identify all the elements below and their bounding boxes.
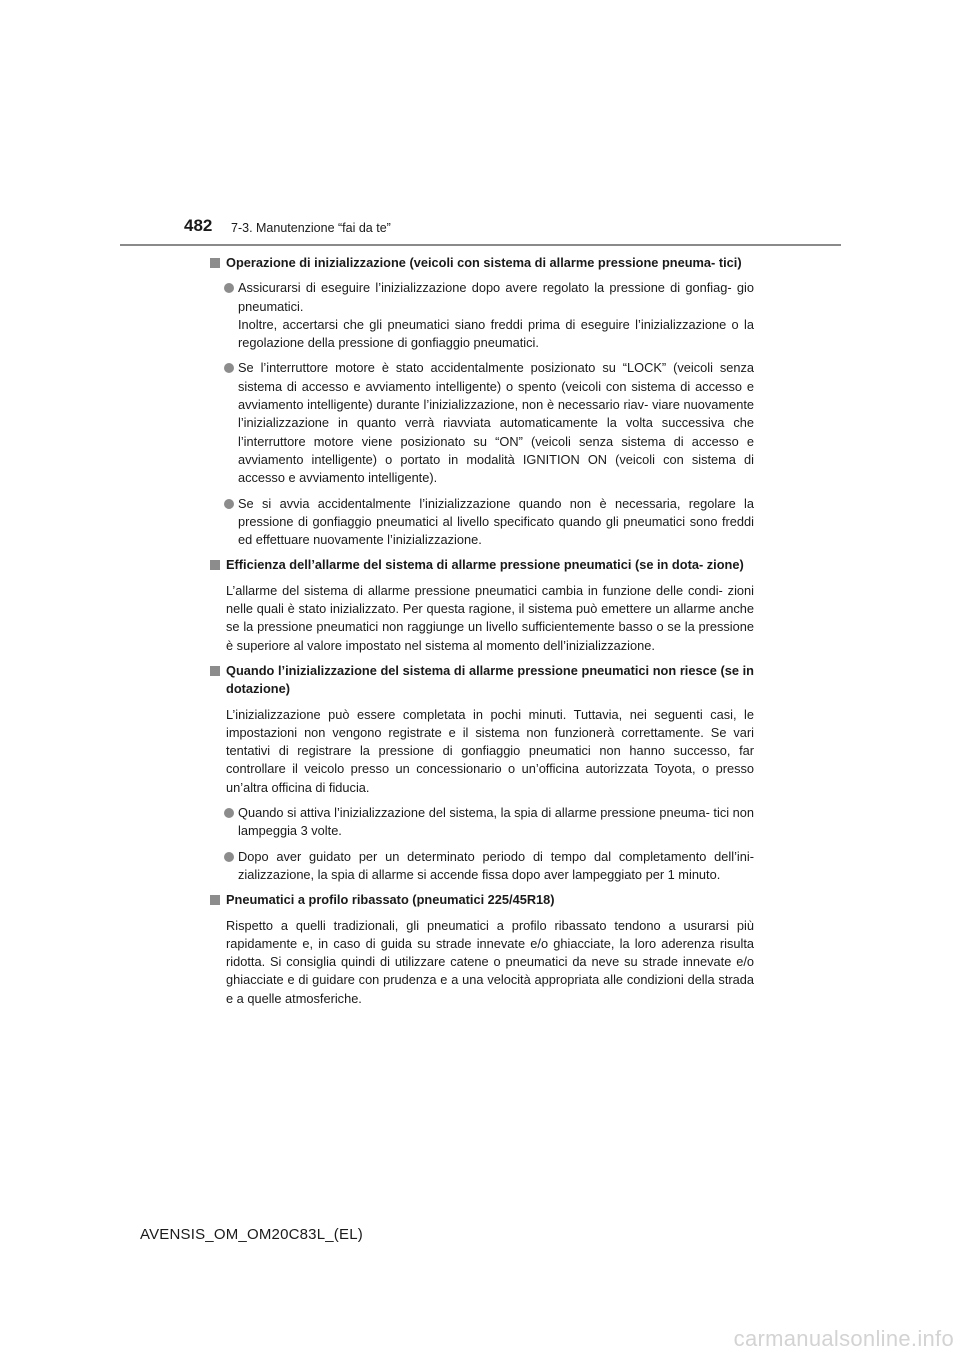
- page-number: 482: [184, 216, 213, 235]
- square-bullet-icon: [210, 895, 220, 905]
- bullet-item: Quando si attiva l’inizializzazione del sistema, la spia di allarme pressione pneuma- tici non lampeggia 3 volte.: [209, 804, 754, 841]
- section-heading: Quando l’inizializzazione del sistema di allarme pressione pneumatici non riesce (se in dotazione): [209, 662, 754, 699]
- section-paragraph: L’inizializzazione può essere completata in pochi minuti. Tuttavia, nei seguenti casi, le impostazioni non vengono registrate e il sistema non funzionerà correttamente. Se vari tentativi di registrare la pressione di gonfiaggio pneumatici non hanno successo, far controllare il veicolo presso un concessionario o un’officina autorizzata Toyota, o presso un’altra officina di fiducia.: [226, 706, 754, 795]
- circle-bullet-icon: [224, 852, 234, 862]
- square-bullet-icon: [210, 666, 220, 676]
- circle-bullet-icon: [224, 283, 234, 293]
- section-paragraph: L’allarme del sistema di allarme pressione pneumatici cambia in funzione delle condi- zioni nelle quali è stato inizializzato. Per questa ragione, il sistema può emettere un allarme anche se la pressione pneumatici non raggiunge un livello sufficientemente basso o se la pressione è superiore al valore impostato nel sistema al momento dell’inizializzazione.: [226, 582, 754, 653]
- document-code: AVENSIS_OM_OM20C83L_(EL): [140, 1226, 363, 1243]
- header-divider: [120, 244, 841, 246]
- section-heading: Efficienza dell’allarme del sistema di allarme pressione pneumatici (se in dota- zione): [209, 556, 754, 574]
- circle-bullet-icon: [224, 808, 234, 818]
- bullet-item: Se si avvia accidentalmente l’inizializzazione quando non è necessaria, regolare la pressione di gonfiaggio pneumatici al livello specificato quando gli pneumatici sono freddi ed effettuare nuovamente l’inizializzazione.: [209, 495, 754, 550]
- section-title: 7-3. Manutenzione “fai da te”: [231, 221, 391, 235]
- bullet-item: Dopo aver guidato per un determinato periodo di tempo dal completamento dell’ini- zializzazione, la spia di allarme si accende fissa dopo aver lampeggiato per 1 minuto.: [209, 848, 754, 885]
- section-heading: Pneumatici a profilo ribassato (pneumatici 225/45R18): [209, 891, 754, 909]
- square-bullet-icon: [210, 258, 220, 268]
- circle-bullet-icon: [224, 363, 234, 373]
- section-paragraph: Rispetto a quelli tradizionali, gli pneumatici a profilo ribassato tendono a usurarsi più rapidamente e, in caso di guida su strade innevate e/o ghiacciate, la loro aderenza risulta ridotta. Si consiglia quindi di utilizzare catene o pneumatici da neve su strade innevate e/o ghiacciate e di guidare con prudenza e a una velocità appropriata alle condizioni della strada e a quelle atmosferiche.: [226, 917, 754, 1006]
- section-heading: Operazione di inizializzazione (veicoli con sistema di allarme pressione pneuma- tici): [209, 254, 754, 272]
- circle-bullet-icon: [224, 499, 234, 509]
- page-content: [209, 254, 754, 1015]
- watermark: carmanualsonline.info: [733, 1326, 954, 1351]
- square-bullet-icon: [210, 560, 220, 570]
- bullet-item: Se l’interruttore motore è stato accidentalmente posizionato su “LOCK” (veicoli senza sistema di accesso e avviamento intelligente) o spento (veicoli con sistema di accesso e avviamento intelligente) durante l’inizializzazione, non è necessario riav- viare nuovamente l’inizializzazione in quanto verrà riavviata automaticamente la volta successiva che l’interruttore motore viene posizionato su “ON” (veicoli senza sistema di accesso e avviamento intelligente) o portato in modalità IGNITION ON (veicoli con sistema di accesso e avviamento intelligente).: [209, 359, 754, 487]
- bullet-item: Assicurarsi di eseguire l’inizializzazione dopo avere regolato la pressione di gonfiag- gio pneumatici. Inoltre, accertarsi che gli pneumatici siano freddi prima di eseguire l’inizializzazione o la regolazione della pressione di gonfiaggio pneumatici.: [209, 279, 754, 352]
